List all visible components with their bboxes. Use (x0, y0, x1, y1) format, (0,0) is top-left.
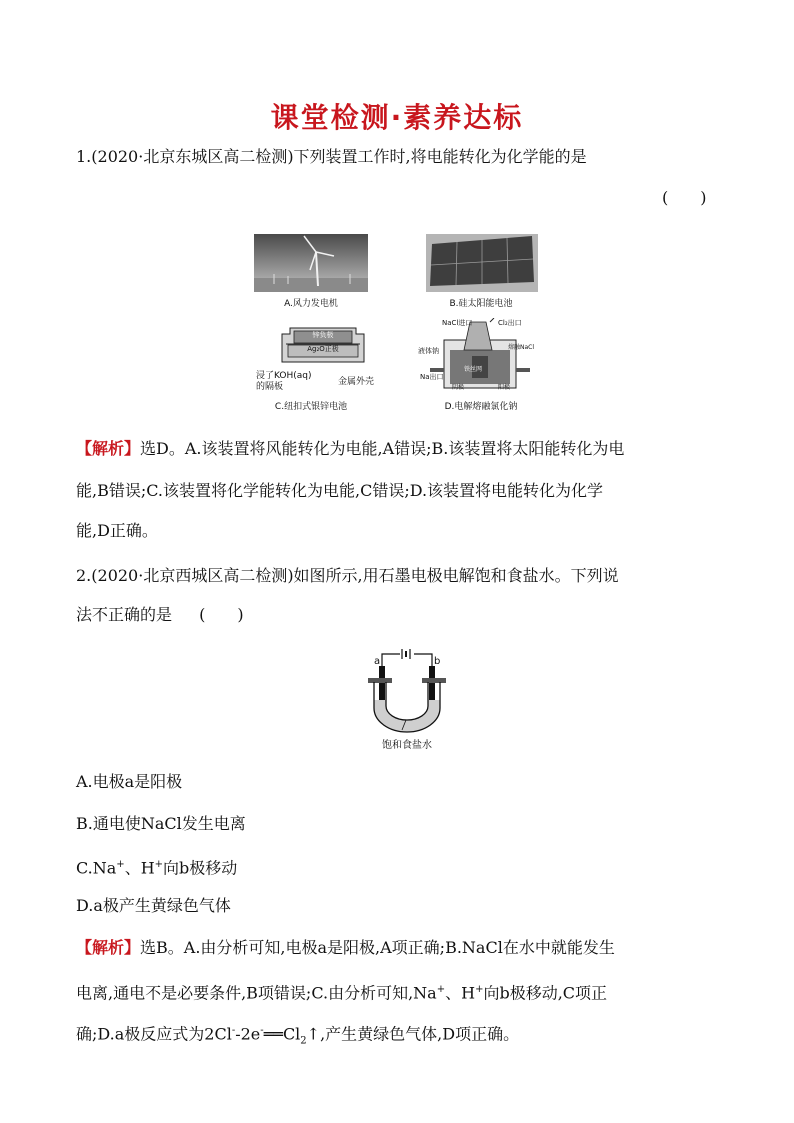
q1-caption-a: A.风力发电机 (284, 299, 338, 309)
solar-panel-photo (426, 234, 538, 292)
liquid-sodium-label: 液体钠 (418, 347, 439, 355)
q1-caption-b: B.硅太阳能电池 (449, 299, 513, 309)
q2-analysis-line-3: 确;D.a极反应式为$2Cl^--2e^-══Cl_2↑$,产生黄绿色气体,D项正确。 (76, 1024, 520, 1047)
q1-analysis-line-3: 能,D正确。 (76, 521, 158, 540)
q2-option-d: D.a极产生黄绿色气体 (76, 896, 231, 915)
q2-figure (362, 648, 452, 752)
zinc-anode-label: 锌负极 (312, 331, 334, 339)
q1-stem: 1.(2020·北京东城区高二检测)下列装置工作时,将电能转化为化学能的是 (76, 147, 587, 166)
q2-option-b: B.通电使NaCl发生电离 (76, 814, 246, 833)
electrolysis-cell-diagram (430, 318, 530, 394)
q2-stem-line-1: 2.(2020·北京西城区高二检测)如图所示,用石墨电极电解饱和食盐水。下列说 (76, 566, 619, 585)
wind-turbine-photo (254, 234, 368, 292)
q2-analysis-line-1: 【解析】选B。A.由分析可知,电极a是阳极,A项正确;B.NaCl在水中就能发生 (76, 938, 615, 957)
page-title: 课堂检测·素养达标 (270, 101, 524, 134)
cl2-outlet-label: Cl₂出口 (498, 319, 522, 327)
q1-analysis-line-1: 【解析】选D。A.该装置将风能转化为电能,A错误;B.该装置将太阳能转化为电 (76, 439, 625, 458)
q1-analysis-tag: 【解析】 (76, 439, 141, 458)
steel-net-label: 铁丝网 (464, 366, 483, 373)
q2-answer-bracket: ( ) (199, 605, 244, 624)
electrode-b-label: b (434, 656, 441, 667)
silver-oxide-cathode-label: Ag₂O正极 (307, 345, 339, 353)
separator-label-2: 的隔板 (256, 382, 284, 392)
q2-figure-caption: 饱和食盐水 (382, 740, 432, 751)
anode-label: 阳极 (498, 384, 511, 391)
metal-case-label: 金属外壳 (338, 377, 375, 387)
q2-analysis-line-2: 电离,通电不是必要条件,B项错误;C.由分析可知,Na+、H+向b极移动,C项正 (76, 983, 608, 1003)
q1-analysis-line-2: 能,B错误;C.该装置将化学能转化为电能,C错误;D.该装置将电能转化为化学 (76, 481, 604, 500)
molten-nacl-label: 熔融NaCl (508, 344, 535, 351)
q1-caption-c: C.纽扣式银锌电池 (274, 402, 348, 412)
nacl-inlet-label: NaCl进口 (442, 319, 473, 327)
q1-figure (250, 232, 540, 414)
q1-answer-bracket: ( ) (662, 188, 707, 207)
q2-option-a: A.电极a是阳极 (76, 772, 183, 791)
separator-label: 浸了KOH(aq) (256, 371, 312, 381)
q2-analysis-tag: 【解析】 (76, 938, 141, 957)
cathode-label: 阴极 (452, 384, 465, 391)
q1-caption-d: D.电解熔融氯化钠 (444, 402, 518, 412)
sodium-outlet-label: Na出口 (420, 373, 444, 381)
q2-stem-line-2: 法不正确的是 ( ) (76, 605, 244, 624)
q2-option-c: C.Na+、H+向b极移动 (76, 858, 238, 878)
electrode-a-label: a (374, 656, 381, 667)
